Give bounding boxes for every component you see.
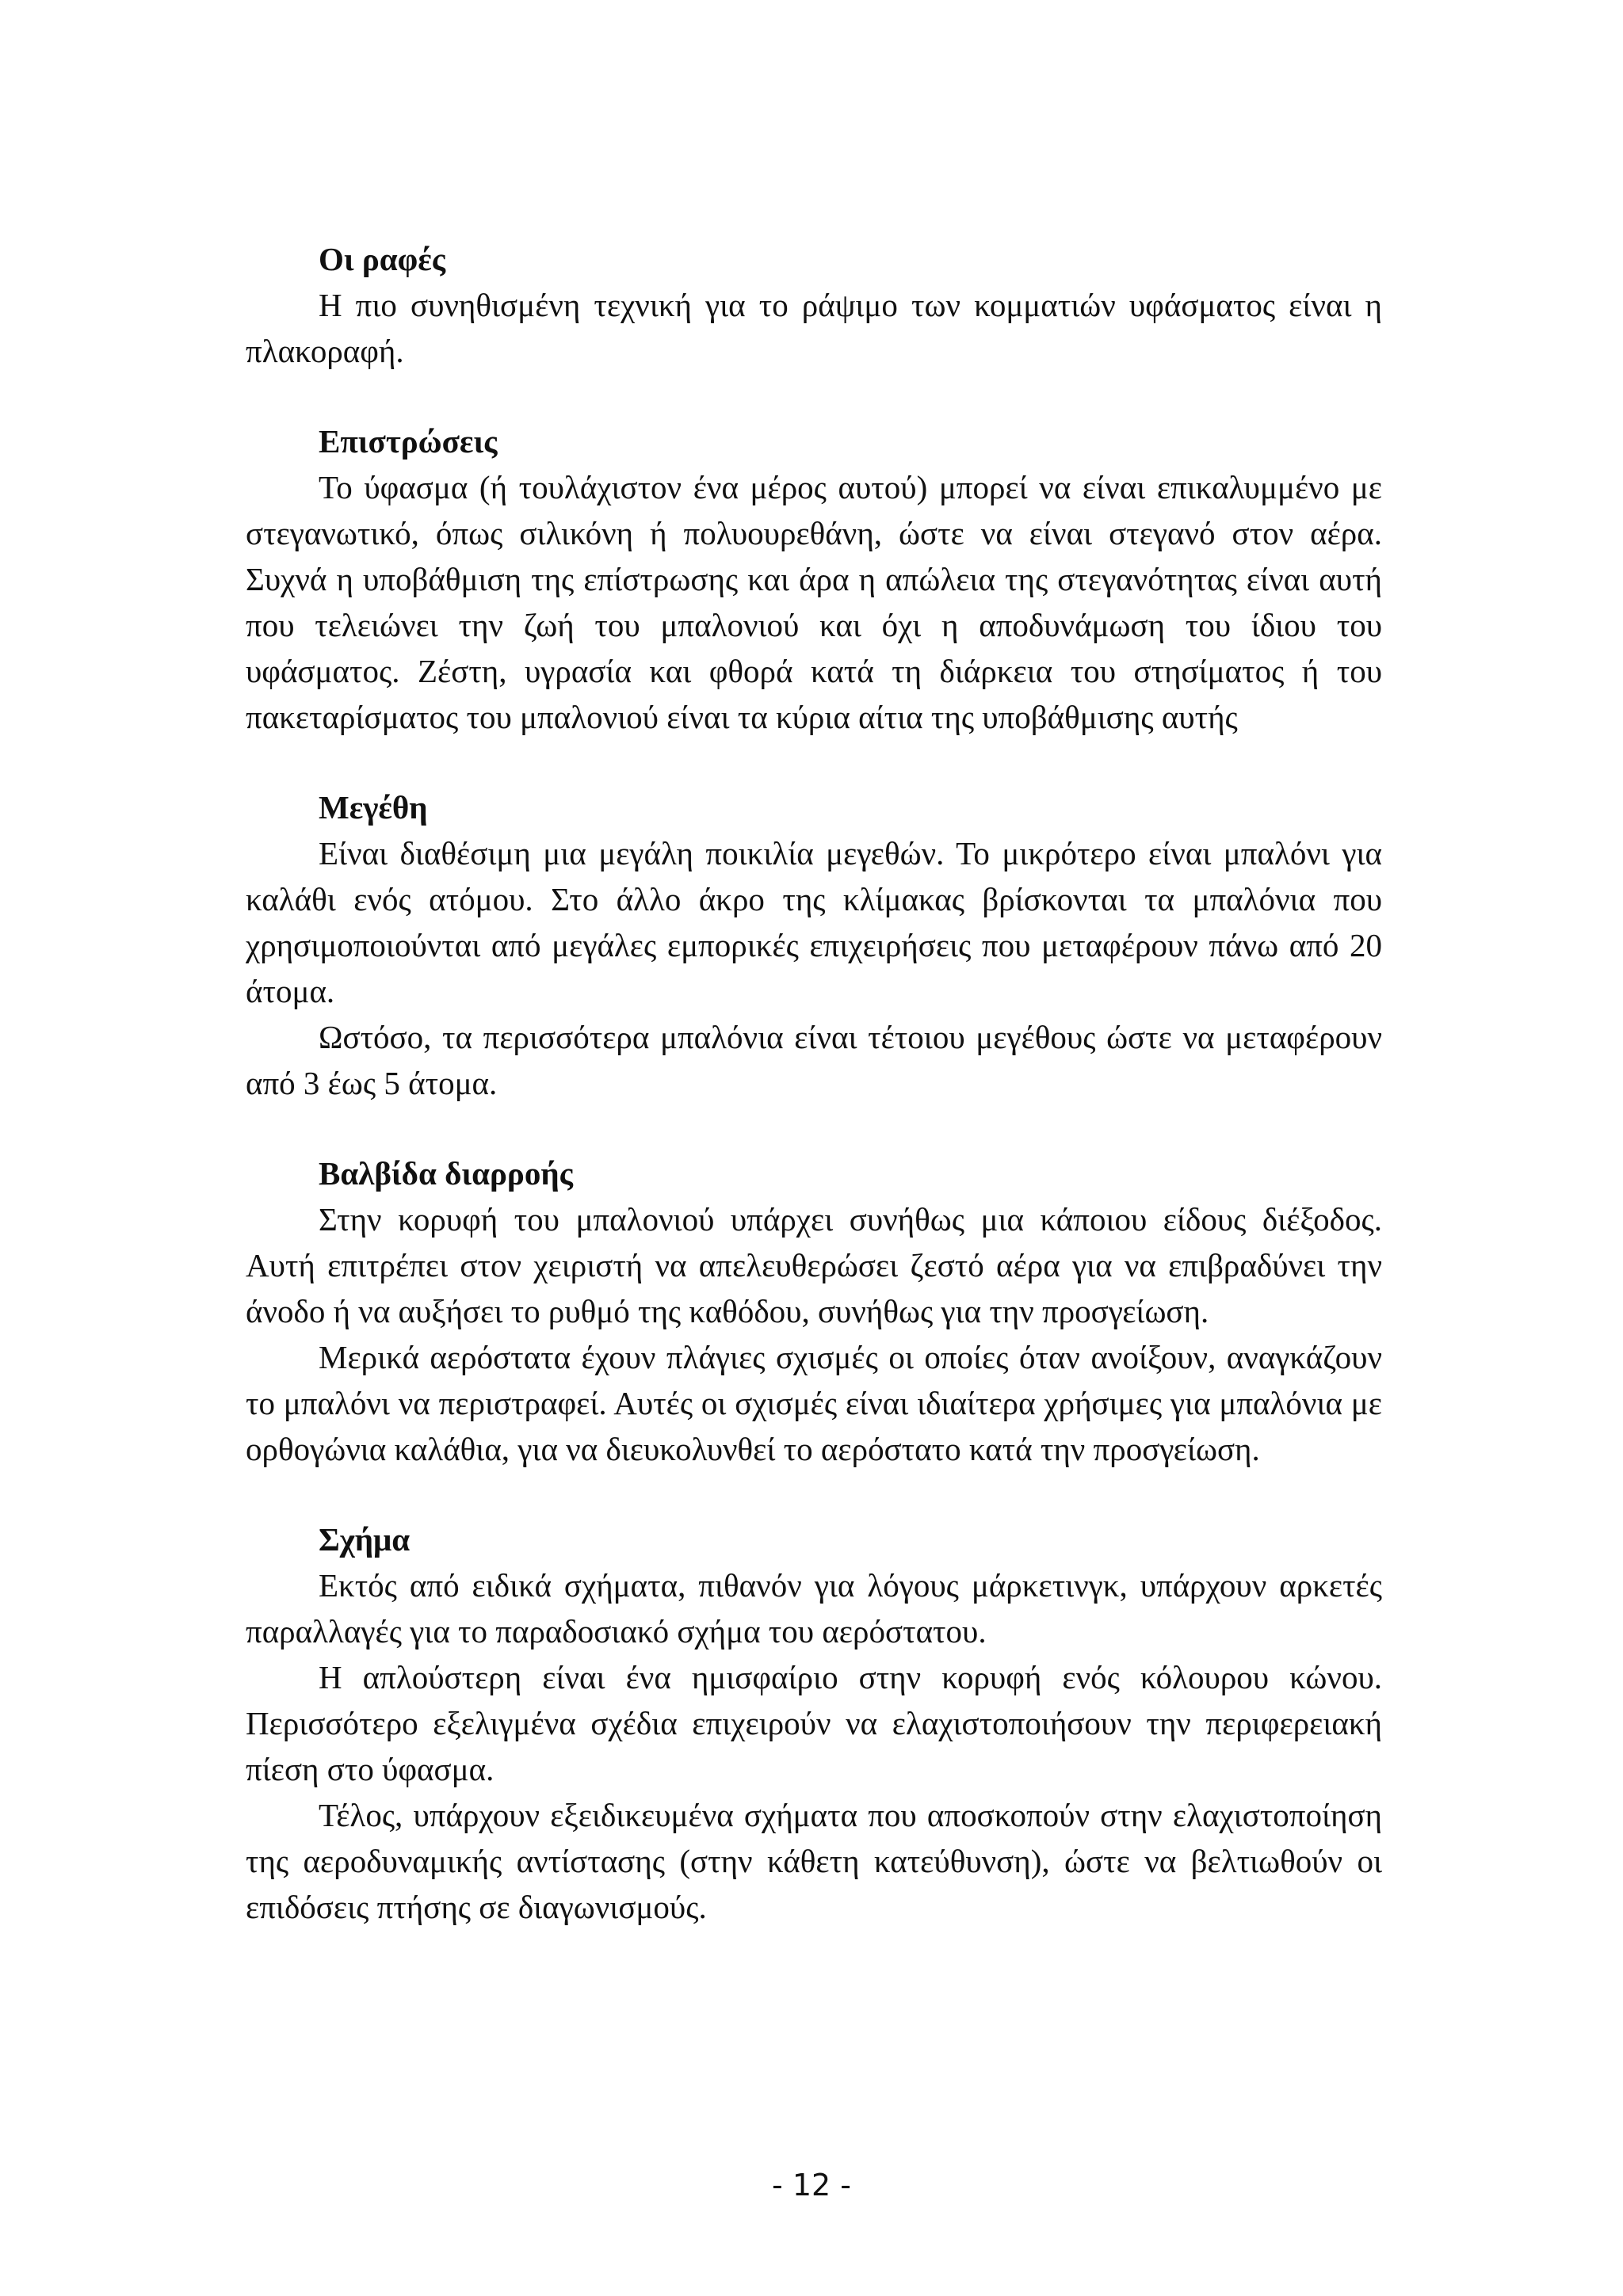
section-heading: Βαλβίδα διαρροής — [319, 1155, 573, 1192]
paragraph: Μερικά αερόστατα έχουν πλάγιες σχισμές οι οποίες όταν ανοίξουν, αναγκάζουν το μπαλόνι να περιστραφεί. Αυτές οι σχισμές είναι ιδιαίτερα χρήσιμες για μπαλόνια με ορθογώνια καλάθια, για να διευκολυνθεί το αερόστατο κατά την προσγείωση. — [246, 1339, 1382, 1467]
page-number: - 12 - — [772, 2168, 851, 2203]
section-heading: Οι ραφές — [319, 241, 446, 277]
paragraph: Ωστόσο, τα περισσότερα μπαλόνια είναι τέτοιου μεγέθους ώστε να μεταφέρουν από 3 έως 5 άτομα. — [246, 1019, 1382, 1101]
paragraph: Εκτός από ειδικά σχήματα, πιθανόν για λόγους μάρκετινγκ, υπάρχουν αρκετές παραλλαγές για το παραδοσιακό σχήμα του αερόστατου. — [246, 1567, 1382, 1650]
section-heading: Επιστρώσεις — [319, 423, 498, 460]
section-coatings — [246, 418, 1382, 740]
paragraph: Στην κορυφή του μπαλονιού υπάρχει συνήθως μια κάποιου είδους διέξοδος. Αυτή επιτρέπει στον χειριστή να απελευθερώσει ζεστό αέρα για να επιβραδύνει την άνοδο ή να αυξήσει το ρυθμό της καθόδου, συνήθως για την προσγείωση. — [246, 1201, 1382, 1329]
paragraph: Η απλούστερη είναι ένα ημισφαίριο στην κορυφή ενός κόλουρου κώνου. Περισσότερο εξελιγμένα σχέδια επιχειρούν να ελαχιστοποιήσουν την περιφερειακή πίεση στο ύφασμα. — [246, 1659, 1382, 1787]
paragraph: Η πιο συνηθισμένη τεχνική για το ράψιμο των κομματιών υφάσματος είναι η πλακοραφή. — [246, 287, 1382, 369]
section-seams — [246, 236, 1382, 374]
section-heading: Σχήμα — [319, 1521, 411, 1558]
paragraph: Είναι διαθέσιμη μια μεγάλη ποικιλία μεγεθών. Το μικρότερο είναι μπαλόνι για καλάθι ενός ατόμου. Στο άλλο άκρο της κλίμακας βρίσκονται τα μπαλόνια που χρησιμοποιούνται από μεγάλες εμπορικές επιχειρήσεις που μεταφέρουν πάνω από 20 άτομα. — [246, 835, 1382, 1009]
section-sizes — [246, 784, 1382, 1106]
page-content — [246, 236, 1382, 1974]
section-heading: Μεγέθη — [319, 789, 428, 826]
section-shape — [246, 1516, 1382, 1930]
paragraph: Τέλος, υπάρχουν εξειδικευμένα σχήματα που αποσκοπούν στην ελαχιστοποίηση της αεροδυναμικής αντίστασης (στην κάθετη κατεύθυνση), ώστε να βελτιωθούν οι επιδόσεις πτήσης σε διαγωνισμούς. — [246, 1797, 1382, 1925]
paragraph: Το ύφασμα (ή τουλάχιστον ένα μέρος αυτού) μπορεί να είναι επικαλυμμένο με στεγανωτικό, όπως σιλικόνη ή πολυουρεθάνη, ώστε να είναι στεγανό στον αέρα. Συχνά η υποβάθμιση της επίστρωσης και άρα η απώλεια της στεγανότητας είναι αυτή που τελειώνει την ζωή του μπαλονιού και όχι η αποδυνάμωση του ίδιου του υφάσματος. Ζέστη, υγρασία και φθορά κατά τη διάρκεια του στησίματος ή του πακεταρίσματος του μπαλονιού είναι τα κύρια αίτια της υποβάθμισης αυτής — [246, 469, 1382, 735]
section-vent-valve — [246, 1150, 1382, 1472]
